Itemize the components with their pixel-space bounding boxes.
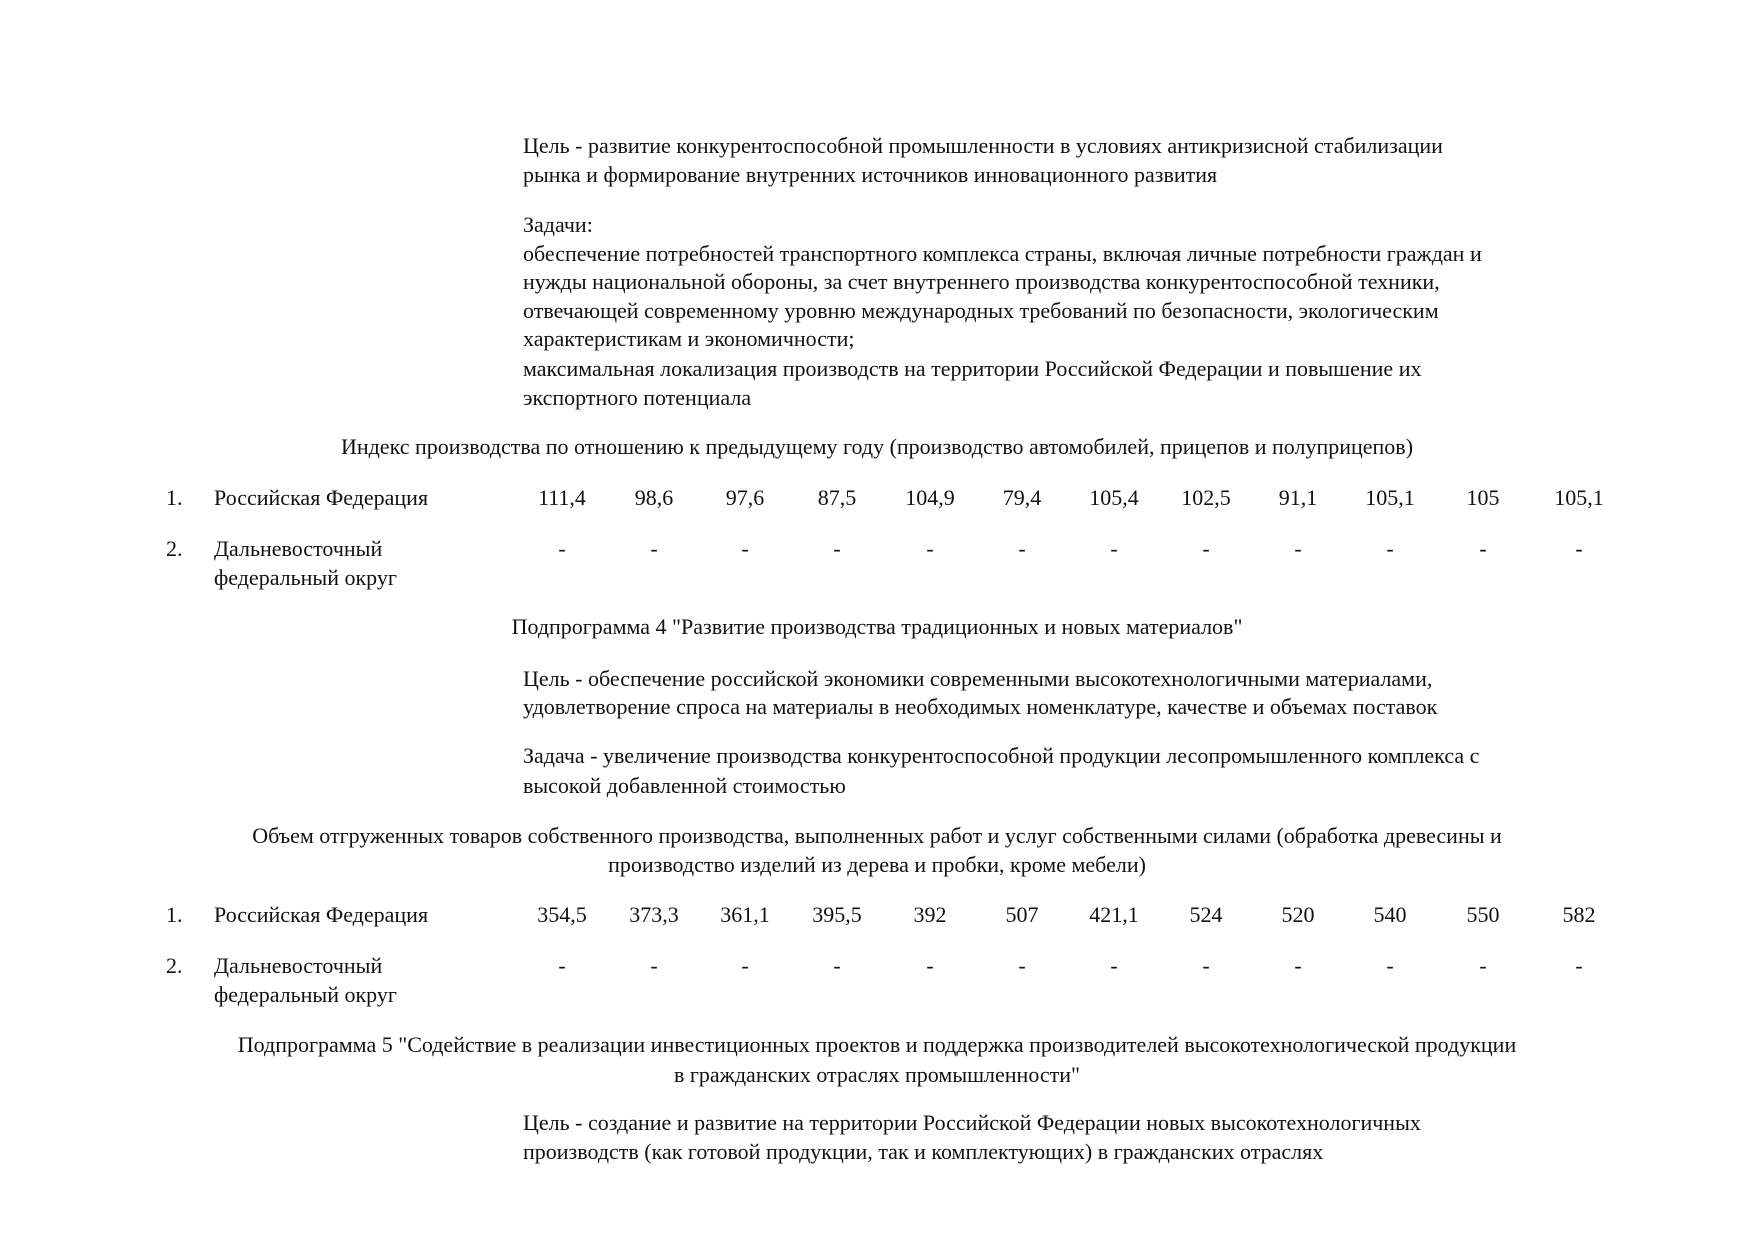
row-value: 98,6	[634, 485, 674, 510]
indicator-title: производство изделий из дерева и пробки, кроме мебели)	[608, 852, 1146, 877]
row-label: федеральный округ	[214, 565, 397, 590]
row-value: -	[1386, 953, 1394, 978]
row-value: -	[1575, 536, 1583, 561]
row-value: 105,1	[1554, 485, 1604, 510]
row-value: -	[926, 536, 934, 561]
goal-text: Цель - создание и развитие на территории Российской Федерации новых высокотехнологичных	[523, 1110, 1421, 1135]
row-value: -	[650, 953, 658, 978]
indicator-title: Индекс производства по отношению к предыдущему году (производство автомобилей, прицепов и полуприцепов)	[340, 434, 1414, 459]
row-label: Российская Федерация	[214, 902, 429, 927]
row-value: -	[1294, 536, 1302, 561]
row-value: -	[1294, 953, 1302, 978]
row-value: 361,1	[720, 902, 770, 927]
indicator-title: Объем отгруженных товаров собственного производства, выполненных работ и услуг собственными силами (обработка древесины и	[252, 823, 1502, 848]
tasks-text: характеристикам и экономичности;	[523, 326, 855, 351]
goal-text: рынка и формирование внутренних источников инновационного развития	[523, 162, 1218, 187]
row-number: 1.	[166, 485, 183, 510]
row-number: 2.	[166, 536, 183, 561]
row-value: -	[558, 536, 566, 561]
row-value: 354,5	[537, 902, 587, 927]
row-value: 550	[1466, 902, 1500, 927]
row-value: 111,4	[538, 485, 586, 510]
row-value: 105	[1466, 485, 1500, 510]
row-value: 540	[1373, 902, 1407, 927]
tasks-text: нужды национальной обороны, за счет внутреннего производства конкурентоспособной техники,	[523, 269, 1440, 294]
row-value: -	[833, 953, 841, 978]
row-value: 105,1	[1365, 485, 1415, 510]
goal-text: производств (как готовой продукции, так и комплектующих) в гражданских отраслях	[523, 1139, 1324, 1164]
row-number: 1.	[166, 902, 183, 927]
row-value: 91,1	[1278, 485, 1318, 510]
row-value: 79,4	[1002, 485, 1042, 510]
row-value: 520	[1281, 902, 1315, 927]
row-value: -	[741, 536, 749, 561]
row-value: -	[1110, 953, 1118, 978]
row-value: -	[1018, 536, 1026, 561]
row-value: -	[1386, 536, 1394, 561]
row-value: 395,5	[812, 902, 862, 927]
row-value: -	[1479, 953, 1487, 978]
row-label: Российская Федерация	[214, 485, 429, 510]
row-value: 507	[1005, 902, 1039, 927]
tasks-label: Задачи:	[523, 212, 593, 237]
row-number: 2.	[166, 953, 183, 978]
subprogram-title: Подпрограмма 4 "Развитие производства традиционных и новых материалов"	[511, 614, 1243, 639]
row-value: 524	[1189, 902, 1223, 927]
tasks-text: отвечающей современному уровню международных требований по безопасности, экологическим	[523, 298, 1439, 323]
row-label: Дальневосточный	[214, 536, 383, 561]
row-value: -	[558, 953, 566, 978]
row-value: 87,5	[817, 485, 857, 510]
row-value: 97,6	[725, 485, 765, 510]
goal-text: Цель - обеспечение российской экономики современными высокотехнологичными материалами,	[523, 666, 1433, 691]
tasks-text: экспортного потенциала	[523, 385, 752, 410]
row-value: 104,9	[905, 485, 955, 510]
subprogram-title: Подпрограмма 5 "Содействие в реализации инвестиционных проектов и поддержка производителей высокотехнологической продукции	[237, 1032, 1517, 1057]
row-value: -	[1110, 536, 1118, 561]
row-value: 105,4	[1089, 485, 1139, 510]
task-text: Задача - увеличение производства конкурентоспособной продукции лесопромышленного комплекса с	[523, 743, 1480, 768]
row-value: 373,3	[629, 902, 679, 927]
row-value: -	[741, 953, 749, 978]
row-value: 421,1	[1089, 902, 1139, 927]
row-value: -	[1575, 953, 1583, 978]
row-value: -	[926, 953, 934, 978]
row-value: -	[833, 536, 841, 561]
row-label: федеральный округ	[214, 982, 397, 1007]
goal-text: Цель - развитие конкурентоспособной промышленности в условиях антикризисной стабилизации	[523, 133, 1443, 158]
row-value: 582	[1562, 902, 1596, 927]
row-value: -	[1202, 953, 1210, 978]
row-value: -	[650, 536, 658, 561]
row-label: Дальневосточный	[214, 953, 383, 978]
row-value: 102,5	[1181, 485, 1231, 510]
tasks-text: максимальная локализация производств на территории Российской Федерации и повышение их	[523, 356, 1422, 381]
goal-text: удовлетворение спроса на материалы в необходимых номенклатуре, качестве и объемах поставок	[523, 694, 1438, 719]
row-value: -	[1202, 536, 1210, 561]
subprogram-title: в гражданских отраслях промышленности"	[673, 1062, 1081, 1087]
row-value: 392	[913, 902, 947, 927]
row-value: -	[1479, 536, 1487, 561]
tasks-text: обеспечение потребностей транспортного комплекса страны, включая личные потребности граждан и	[523, 241, 1482, 266]
row-value: -	[1018, 953, 1026, 978]
task-text: высокой добавленной стоимостью	[523, 773, 846, 798]
